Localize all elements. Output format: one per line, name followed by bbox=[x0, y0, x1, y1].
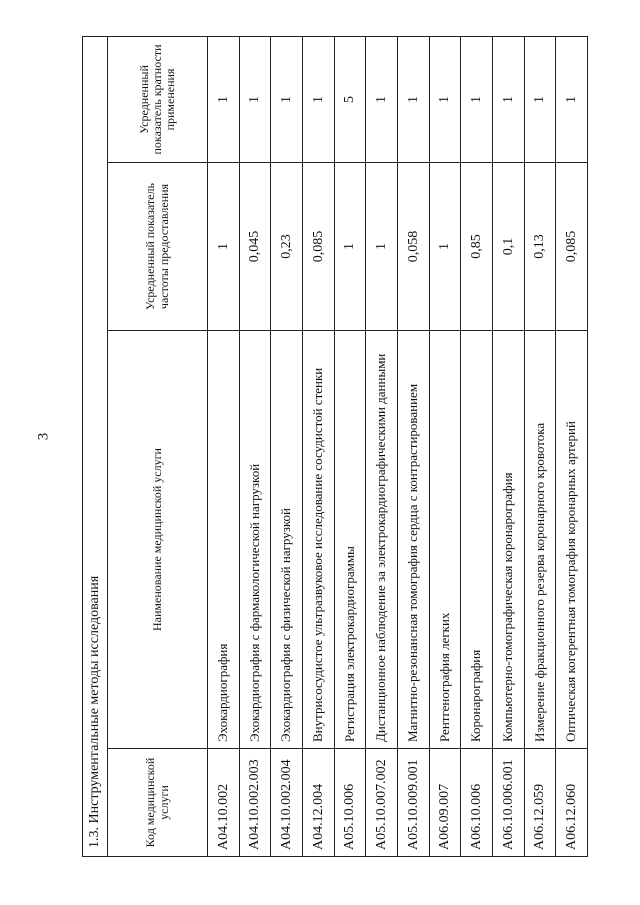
table-row bbox=[492, 36, 524, 856]
cell-multiplicity: 1 bbox=[429, 36, 461, 162]
cell-code: A04.12.004 bbox=[302, 749, 334, 857]
table-row bbox=[208, 36, 240, 856]
cell-multiplicity: 1 bbox=[492, 36, 524, 162]
cell-multiplicity: 5 bbox=[334, 36, 366, 162]
cell-code: A05.10.006 bbox=[334, 749, 366, 857]
page-number: 3 bbox=[35, 432, 52, 441]
table-row bbox=[334, 36, 366, 856]
cell-multiplicity: 1 bbox=[239, 36, 271, 162]
cell-code: A04.10.002.004 bbox=[271, 749, 303, 857]
cell-multiplicity: 1 bbox=[397, 36, 429, 162]
cell-name: Коронарография bbox=[461, 331, 493, 749]
table-row bbox=[524, 36, 556, 856]
cell-code: A06.12.059 bbox=[524, 749, 556, 857]
cell-frequency: 0,085 bbox=[302, 163, 334, 331]
rotated-page-content bbox=[82, 37, 588, 857]
table-row bbox=[429, 36, 461, 856]
cell-frequency: 1 bbox=[429, 163, 461, 331]
cell-name: Внутрисосудистое ультразвуковое исследование сосудистой стенки bbox=[302, 331, 334, 749]
cell-code: A04.10.002.003 bbox=[239, 749, 271, 857]
cell-frequency: 0,23 bbox=[271, 163, 303, 331]
cell-code: A04.10.002 bbox=[208, 749, 240, 857]
table-row bbox=[556, 36, 588, 856]
cell-multiplicity: 1 bbox=[302, 36, 334, 162]
table-row bbox=[397, 36, 429, 856]
table-row bbox=[239, 36, 271, 856]
table-row bbox=[271, 36, 303, 856]
column-header-name: Наименование медицинской услуги bbox=[108, 331, 208, 749]
cell-multiplicity: 1 bbox=[524, 36, 556, 162]
cell-multiplicity: 1 bbox=[461, 36, 493, 162]
instrumental-methods-table bbox=[82, 36, 588, 857]
cell-name: Регистрация электрокардиограммы bbox=[334, 331, 366, 749]
column-header-frequency: Усредненный показатель частоты предоставления bbox=[108, 163, 208, 331]
table-row bbox=[461, 36, 493, 856]
cell-name: Дистанционное наблюдение за электрокардиографическими данными bbox=[366, 331, 398, 749]
cell-name: Рентгенография легких bbox=[429, 331, 461, 749]
cell-frequency: 0,045 bbox=[239, 163, 271, 331]
cell-name: Эхокардиография с физической нагрузкой bbox=[271, 331, 303, 749]
cell-frequency: 0,1 bbox=[492, 163, 524, 331]
column-header-multiplicity: Усредненный показатель кратности применения bbox=[108, 36, 208, 162]
cell-multiplicity: 1 bbox=[556, 36, 588, 162]
section-title: 1.3. Инструментальные методы исследования bbox=[83, 36, 108, 856]
cell-frequency: 0,085 bbox=[556, 163, 588, 331]
cell-frequency: 1 bbox=[208, 163, 240, 331]
cell-code: A05.10.007.002 bbox=[366, 749, 398, 857]
table-row bbox=[366, 36, 398, 856]
cell-code: A06.10.006.001 bbox=[492, 749, 524, 857]
cell-multiplicity: 1 bbox=[366, 36, 398, 162]
cell-frequency: 0,058 bbox=[397, 163, 429, 331]
cell-code: A05.10.009.001 bbox=[397, 749, 429, 857]
cell-multiplicity: 1 bbox=[271, 36, 303, 162]
cell-multiplicity: 1 bbox=[208, 36, 240, 162]
cell-code: A06.10.006 bbox=[461, 749, 493, 857]
cell-name: Оптическая когерентная томография коронарных артерий bbox=[556, 331, 588, 749]
cell-code: A06.09.007 bbox=[429, 749, 461, 857]
cell-name: Эхокардиография bbox=[208, 331, 240, 749]
cell-code: A06.12.060 bbox=[556, 749, 588, 857]
cell-name: Компьютерно-томографическая коронарография bbox=[492, 331, 524, 749]
table-header-row bbox=[108, 36, 208, 856]
cell-frequency: 0,85 bbox=[461, 163, 493, 331]
cell-name: Измерение фракционного резерва коронарного кровотока bbox=[524, 331, 556, 749]
cell-frequency: 1 bbox=[334, 163, 366, 331]
cell-name: Магнитно-резонансная томография сердца с контрастированием bbox=[397, 331, 429, 749]
cell-frequency: 0,13 bbox=[524, 163, 556, 331]
cell-frequency: 1 bbox=[366, 163, 398, 331]
table-row bbox=[302, 36, 334, 856]
column-header-code: Код медицинской услуги bbox=[108, 749, 208, 857]
cell-name: Эхокардиография с фармакологической нагрузкой bbox=[239, 331, 271, 749]
